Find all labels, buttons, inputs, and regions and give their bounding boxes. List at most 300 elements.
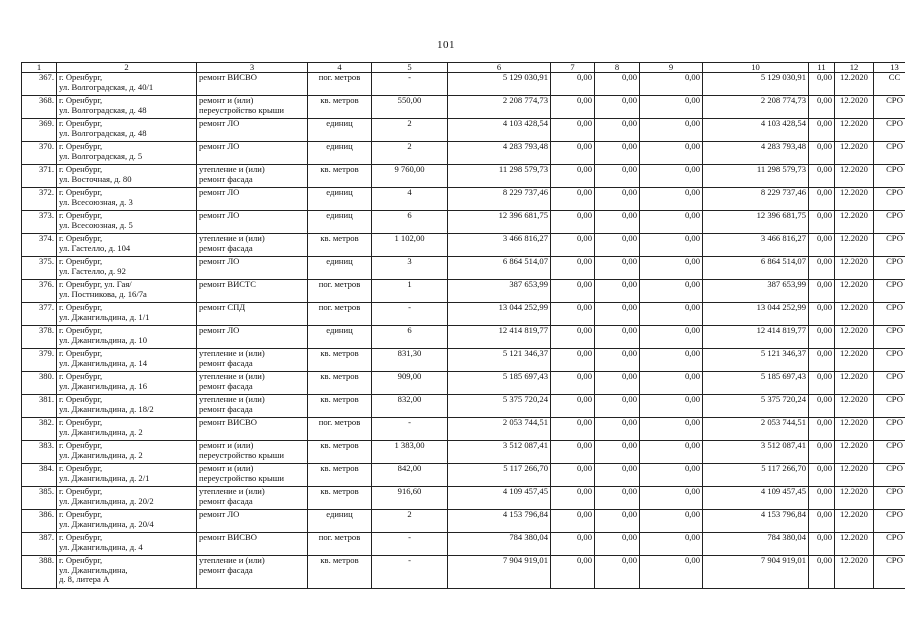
col11-cell: 0,00	[809, 372, 835, 395]
col7-cell: 0,00	[551, 303, 595, 326]
work-type-cell	[197, 73, 308, 96]
work-type-line: ремонт ВИСВО	[199, 72, 257, 82]
row-number: 383.	[22, 441, 57, 464]
cost-cell: 387 653,99	[448, 280, 551, 303]
address-line: ул. Джангильдина, д. 10	[59, 334, 147, 345]
col8-cell: 0,00	[595, 418, 640, 441]
row-number: 370.	[22, 142, 57, 165]
date-cell: 12.2020	[835, 510, 874, 533]
work-type-line: утепление и (или)	[199, 348, 265, 358]
work-type-cell	[197, 257, 308, 280]
col8-cell: 0,00	[595, 211, 640, 234]
col9-cell: 0,00	[640, 73, 703, 96]
col8-cell: 0,00	[595, 326, 640, 349]
row-number: 376.	[22, 280, 57, 303]
col7-cell: 0,00	[551, 372, 595, 395]
address-cell	[57, 211, 197, 234]
address-line: г. Оренбург,	[59, 95, 103, 105]
table-row	[22, 487, 905, 510]
work-type-cell	[197, 441, 308, 464]
row-number: 387.	[22, 533, 57, 556]
quantity-cell: 1 102,00	[372, 234, 448, 257]
col9-cell: 0,00	[640, 418, 703, 441]
cost-cell: 8 229 737,46	[448, 188, 551, 211]
total-cell: 3 512 087,41	[703, 441, 809, 464]
work-type-line: ремонт и (или)	[199, 95, 254, 105]
address-line: г. Оренбург,	[59, 141, 103, 151]
table-row	[22, 142, 905, 165]
work-type-cell	[197, 464, 308, 487]
type-cell: СРО	[874, 142, 905, 165]
row-number: 372.	[22, 188, 57, 211]
address-line: ул. Джангильдина, д. 2/1	[59, 472, 150, 483]
work-type-cell	[197, 533, 308, 556]
col11-cell: 0,00	[809, 510, 835, 533]
col9-cell: 0,00	[640, 257, 703, 280]
unit-cell: кв. метров	[308, 556, 372, 589]
col8-cell: 0,00	[595, 142, 640, 165]
total-cell: 12 414 819,77	[703, 326, 809, 349]
col8-cell: 0,00	[595, 303, 640, 326]
type-cell: СРО	[874, 188, 905, 211]
address-line: г. Оренбург,	[59, 463, 103, 473]
work-type-line: утепление и (или)	[199, 164, 265, 174]
col8-cell: 0,00	[595, 510, 640, 533]
cost-cell: 5 121 346,37	[448, 349, 551, 372]
work-type-cell	[197, 280, 308, 303]
type-cell: СРО	[874, 510, 905, 533]
work-type-cell	[197, 96, 308, 119]
cost-cell: 12 396 681,75	[448, 211, 551, 234]
type-cell: СРО	[874, 326, 905, 349]
table-row	[22, 464, 905, 487]
col8-cell: 0,00	[595, 73, 640, 96]
total-cell: 5 117 266,70	[703, 464, 809, 487]
col7-cell: 0,00	[551, 418, 595, 441]
work-type-line: ремонт и (или)	[199, 463, 254, 473]
col8-cell: 0,00	[595, 349, 640, 372]
work-type-line: переустройство крыши	[199, 449, 284, 460]
address-line: ул. Джангильдина, д. 16	[59, 380, 147, 391]
address-line: д. 8, литера А	[59, 574, 110, 585]
date-cell: 12.2020	[835, 188, 874, 211]
col8-cell: 0,00	[595, 464, 640, 487]
col9-cell: 0,00	[640, 165, 703, 188]
address-cell	[57, 119, 197, 142]
col11-cell: 0,00	[809, 211, 835, 234]
quantity-cell: 831,30	[372, 349, 448, 372]
quantity-cell: 842,00	[372, 464, 448, 487]
unit-cell: единиц	[308, 326, 372, 349]
unit-cell: кв. метров	[308, 234, 372, 257]
address-line: ул. Всесоюзная, д. 5	[59, 219, 133, 230]
address-cell	[57, 441, 197, 464]
table-row	[22, 188, 905, 211]
date-cell: 12.2020	[835, 395, 874, 418]
unit-cell: пог. метров	[308, 73, 372, 96]
address-line: ул. Джангильдина, д. 20/4	[59, 518, 154, 529]
address-cell	[57, 418, 197, 441]
col8-cell: 0,00	[595, 96, 640, 119]
quantity-cell: 1 383,00	[372, 441, 448, 464]
unit-cell: кв. метров	[308, 487, 372, 510]
address-line: г. Оренбург,	[59, 440, 103, 450]
work-type-line: утепление и (или)	[199, 394, 265, 404]
address-line: г. Оренбург,	[59, 555, 103, 565]
col7-cell: 0,00	[551, 96, 595, 119]
col9-cell: 0,00	[640, 533, 703, 556]
address-line: ул. Волгоградская, д. 48	[59, 104, 147, 115]
quantity-cell: 916,60	[372, 487, 448, 510]
col7-cell: 0,00	[551, 211, 595, 234]
row-number: 375.	[22, 257, 57, 280]
col9-cell: 0,00	[640, 119, 703, 142]
type-cell: СРО	[874, 211, 905, 234]
col11-cell: 0,00	[809, 165, 835, 188]
col11-cell: 0,00	[809, 119, 835, 142]
work-type-cell	[197, 556, 308, 589]
work-type-line: ремонт фасада	[199, 357, 253, 368]
address-cell	[57, 303, 197, 326]
address-line: ул. Всесоюзная, д. 3	[59, 196, 133, 207]
type-cell: СРО	[874, 165, 905, 188]
work-type-line: утепление и (или)	[199, 555, 265, 565]
col7-cell: 0,00	[551, 441, 595, 464]
col8-cell: 0,00	[595, 533, 640, 556]
work-type-line: ремонт ВИСВО	[199, 417, 257, 427]
col11-cell: 0,00	[809, 257, 835, 280]
date-cell: 12.2020	[835, 556, 874, 589]
table-row	[22, 119, 905, 142]
address-cell	[57, 487, 197, 510]
col11-cell: 0,00	[809, 234, 835, 257]
page-number: 101	[437, 39, 455, 51]
address-line: ул. Джангильдина, д. 1/1	[59, 311, 150, 322]
col11-cell: 0,00	[809, 73, 835, 96]
date-cell: 12.2020	[835, 303, 874, 326]
col11-cell: 0,00	[809, 395, 835, 418]
total-cell: 387 653,99	[703, 280, 809, 303]
address-cell	[57, 257, 197, 280]
quantity-cell: 4	[372, 188, 448, 211]
unit-cell: кв. метров	[308, 349, 372, 372]
date-cell: 12.2020	[835, 280, 874, 303]
total-cell: 11 298 579,73	[703, 165, 809, 188]
address-cell	[57, 165, 197, 188]
col7-cell: 0,00	[551, 487, 595, 510]
work-type-cell	[197, 119, 308, 142]
date-cell: 12.2020	[835, 418, 874, 441]
table-row	[22, 395, 905, 418]
total-cell: 8 229 737,46	[703, 188, 809, 211]
row-number: 371.	[22, 165, 57, 188]
address-line: ул. Волгоградская, д. 40/1	[59, 81, 154, 92]
total-cell: 4 109 457,45	[703, 487, 809, 510]
work-type-cell	[197, 303, 308, 326]
col7-cell: 0,00	[551, 349, 595, 372]
table-row	[22, 73, 905, 96]
row-number: 382.	[22, 418, 57, 441]
address-line: г. Оренбург,	[59, 302, 103, 312]
col11-cell: 0,00	[809, 142, 835, 165]
address-cell	[57, 464, 197, 487]
type-cell: СРО	[874, 257, 905, 280]
total-cell: 2 208 774,73	[703, 96, 809, 119]
col11-cell: 0,00	[809, 326, 835, 349]
total-cell: 5 129 030,91	[703, 73, 809, 96]
col8-cell: 0,00	[595, 487, 640, 510]
quantity-cell: -	[372, 73, 448, 96]
quantity-cell: 832,00	[372, 395, 448, 418]
work-type-cell	[197, 372, 308, 395]
col7-cell: 0,00	[551, 142, 595, 165]
header-col-2: 2	[57, 63, 197, 73]
address-cell	[57, 73, 197, 96]
col9-cell: 0,00	[640, 395, 703, 418]
work-type-line: ремонт ЛО	[199, 325, 240, 335]
address-line: ул. Постникова, д. 16/7а	[59, 288, 147, 299]
quantity-cell: 9 760,00	[372, 165, 448, 188]
col7-cell: 0,00	[551, 257, 595, 280]
total-cell: 13 044 252,99	[703, 303, 809, 326]
col9-cell: 0,00	[640, 142, 703, 165]
unit-cell: единиц	[308, 211, 372, 234]
address-cell	[57, 142, 197, 165]
table-row	[22, 372, 905, 395]
col9-cell: 0,00	[640, 487, 703, 510]
address-cell	[57, 533, 197, 556]
quantity-cell: 3	[372, 257, 448, 280]
address-line: г. Оренбург,	[59, 325, 103, 335]
header-col-1: 1	[22, 63, 57, 73]
col9-cell: 0,00	[640, 441, 703, 464]
cost-cell: 2 053 744,51	[448, 418, 551, 441]
row-number: 367.	[22, 73, 57, 96]
work-type-cell	[197, 395, 308, 418]
col7-cell: 0,00	[551, 326, 595, 349]
type-cell: СРО	[874, 234, 905, 257]
address-cell	[57, 510, 197, 533]
address-cell	[57, 188, 197, 211]
address-line: ул. Джангильдина, д. 20/2	[59, 495, 154, 506]
address-line: ул. Джангильдина, д. 2	[59, 449, 143, 460]
header-col-3: 3	[197, 63, 308, 73]
row-number: 373.	[22, 211, 57, 234]
table-row	[22, 349, 905, 372]
total-cell: 5 185 697,43	[703, 372, 809, 395]
work-type-line: утепление и (или)	[199, 233, 265, 243]
total-cell: 12 396 681,75	[703, 211, 809, 234]
work-type-line: ремонт ВИСВО	[199, 532, 257, 542]
cost-cell: 3 512 087,41	[448, 441, 551, 464]
cost-cell: 4 153 796,84	[448, 510, 551, 533]
header-col-13: 13	[874, 63, 905, 73]
work-type-line: ремонт ЛО	[199, 141, 240, 151]
unit-cell: единиц	[308, 119, 372, 142]
row-number: 379.	[22, 349, 57, 372]
header-col-10: 10	[703, 63, 809, 73]
unit-cell: пог. метров	[308, 418, 372, 441]
work-type-line: ремонт ВИСТС	[199, 279, 257, 289]
work-type-cell	[197, 188, 308, 211]
cost-cell: 4 103 428,54	[448, 119, 551, 142]
col9-cell: 0,00	[640, 372, 703, 395]
address-cell	[57, 234, 197, 257]
cost-cell: 2 208 774,73	[448, 96, 551, 119]
table-row	[22, 303, 905, 326]
col11-cell: 0,00	[809, 533, 835, 556]
type-cell: СРО	[874, 372, 905, 395]
col9-cell: 0,00	[640, 326, 703, 349]
work-type-line: ремонт СПД	[199, 302, 246, 312]
address-line: г. Оренбург,	[59, 233, 103, 243]
work-type-line: ремонт ЛО	[199, 256, 240, 266]
table-row	[22, 211, 905, 234]
quantity-cell: -	[372, 533, 448, 556]
address-line: г. Оренбург,	[59, 164, 103, 174]
col9-cell: 0,00	[640, 556, 703, 589]
col7-cell: 0,00	[551, 556, 595, 589]
quantity-cell: 6	[372, 326, 448, 349]
address-line: ул. Волгоградская, д. 48	[59, 127, 147, 138]
header-col-5: 5	[372, 63, 448, 73]
work-type-line: ремонт ЛО	[199, 509, 240, 519]
total-cell: 4 103 428,54	[703, 119, 809, 142]
cost-cell: 5 129 030,91	[448, 73, 551, 96]
cost-cell: 13 044 252,99	[448, 303, 551, 326]
header-col-6: 6	[448, 63, 551, 73]
date-cell: 12.2020	[835, 441, 874, 464]
work-type-line: ремонт фасада	[199, 495, 253, 506]
address-line: ул. Джангильдина, д. 2	[59, 426, 143, 437]
col9-cell: 0,00	[640, 211, 703, 234]
total-cell: 784 380,04	[703, 533, 809, 556]
table-row	[22, 441, 905, 464]
header-col-7: 7	[551, 63, 595, 73]
address-line: г. Оренбург,	[59, 371, 103, 381]
col11-cell: 0,00	[809, 487, 835, 510]
cost-cell: 7 904 919,01	[448, 556, 551, 589]
work-type-line: ремонт фасада	[199, 380, 253, 391]
address-line: г. Оренбург,	[59, 72, 103, 82]
quantity-cell: 550,00	[372, 96, 448, 119]
header-col-4: 4	[308, 63, 372, 73]
table-row	[22, 280, 905, 303]
row-number: 378.	[22, 326, 57, 349]
table-row	[22, 418, 905, 441]
header-col-11: 11	[809, 63, 835, 73]
address-cell	[57, 395, 197, 418]
header-col-8: 8	[595, 63, 640, 73]
col11-cell: 0,00	[809, 303, 835, 326]
work-type-cell	[197, 418, 308, 441]
address-line: г. Оренбург,	[59, 394, 103, 404]
cost-cell: 5 375 720,24	[448, 395, 551, 418]
col9-cell: 0,00	[640, 280, 703, 303]
work-type-line: ремонт фасада	[199, 242, 253, 253]
quantity-cell: 6	[372, 211, 448, 234]
table-row	[22, 533, 905, 556]
address-line: г. Оренбург,	[59, 509, 103, 519]
work-type-cell	[197, 510, 308, 533]
date-cell: 12.2020	[835, 73, 874, 96]
quantity-cell: -	[372, 556, 448, 589]
row-number: 374.	[22, 234, 57, 257]
unit-cell: кв. метров	[308, 395, 372, 418]
col9-cell: 0,00	[640, 464, 703, 487]
row-number: 377.	[22, 303, 57, 326]
col11-cell: 0,00	[809, 556, 835, 589]
row-number: 386.	[22, 510, 57, 533]
address-line: ул. Джангильдина,	[59, 564, 128, 575]
header-row	[22, 63, 905, 73]
col11-cell: 0,00	[809, 418, 835, 441]
type-cell: СРО	[874, 533, 905, 556]
col8-cell: 0,00	[595, 257, 640, 280]
date-cell: 12.2020	[835, 142, 874, 165]
header-col-9: 9	[640, 63, 703, 73]
total-cell: 3 466 816,27	[703, 234, 809, 257]
row-number: 381.	[22, 395, 57, 418]
col7-cell: 0,00	[551, 234, 595, 257]
quantity-cell: 909,00	[372, 372, 448, 395]
type-cell: СРО	[874, 303, 905, 326]
total-cell: 2 053 744,51	[703, 418, 809, 441]
row-number: 369.	[22, 119, 57, 142]
work-type-cell	[197, 326, 308, 349]
table-row	[22, 234, 905, 257]
col8-cell: 0,00	[595, 234, 640, 257]
address-line: ул. Гастелло, д. 104	[59, 242, 131, 253]
address-cell	[57, 372, 197, 395]
quantity-cell: 2	[372, 510, 448, 533]
col7-cell: 0,00	[551, 73, 595, 96]
date-cell: 12.2020	[835, 349, 874, 372]
unit-cell: кв. метров	[308, 464, 372, 487]
cost-cell: 784 380,04	[448, 533, 551, 556]
col11-cell: 0,00	[809, 464, 835, 487]
col9-cell: 0,00	[640, 234, 703, 257]
quantity-cell: 2	[372, 119, 448, 142]
quantity-cell: 2	[372, 142, 448, 165]
table-row	[22, 556, 905, 589]
date-cell: 12.2020	[835, 533, 874, 556]
col8-cell: 0,00	[595, 280, 640, 303]
total-cell: 7 904 919,01	[703, 556, 809, 589]
cost-cell: 4 109 457,45	[448, 487, 551, 510]
col9-cell: 0,00	[640, 349, 703, 372]
address-cell	[57, 556, 197, 589]
work-type-cell	[197, 165, 308, 188]
row-number: 368.	[22, 96, 57, 119]
col8-cell: 0,00	[595, 556, 640, 589]
unit-cell: пог. метров	[308, 280, 372, 303]
total-cell: 5 375 720,24	[703, 395, 809, 418]
work-type-cell	[197, 487, 308, 510]
type-cell: СРО	[874, 395, 905, 418]
address-line: ул. Волгоградская, д. 5	[59, 150, 143, 161]
address-cell	[57, 96, 197, 119]
type-cell: СРО	[874, 119, 905, 142]
row-number: 380.	[22, 372, 57, 395]
col11-cell: 0,00	[809, 349, 835, 372]
unit-cell: единиц	[308, 142, 372, 165]
address-line: ул. Гастелло, д. 92	[59, 265, 126, 276]
col9-cell: 0,00	[640, 96, 703, 119]
date-cell: 12.2020	[835, 96, 874, 119]
total-cell: 4 283 793,48	[703, 142, 809, 165]
table-row	[22, 257, 905, 280]
